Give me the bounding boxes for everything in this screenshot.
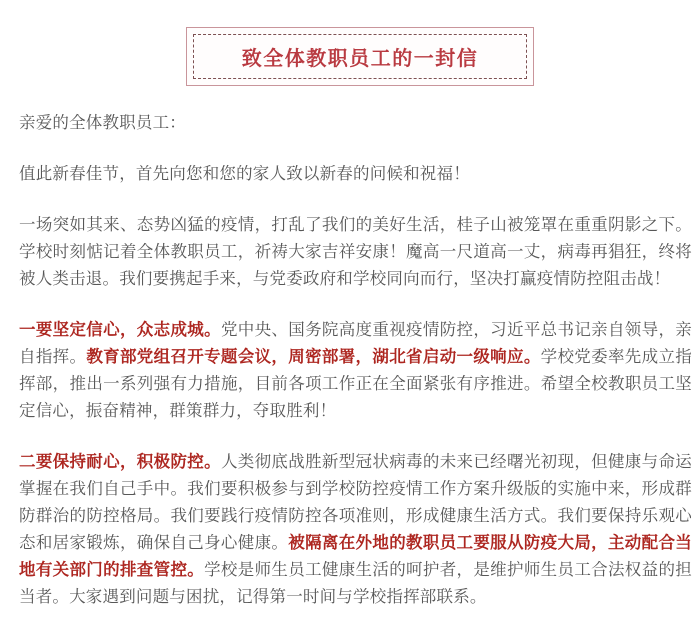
letter-body: [0, 110, 700, 611]
letter-paragraph: [19, 449, 692, 611]
text-segment: 学校是师生员工健康生活的呵护者，是维护师生员工合法权益的担当者。大家遇到问题与困扰，记得第一时间与学校指挥部联系。: [19, 561, 692, 606]
letter-paragraph: [19, 317, 692, 425]
text-segment: 党中央、国务院高度重视疫情防控，习近平总书记亲自领导，亲自指挥。: [19, 321, 692, 366]
letter-page: [0, 27, 700, 636]
emphasis-segment: 教育部党组召开专题会议，周密部署，湖北省启动一级响应。: [86, 348, 541, 366]
text-segment: 一场突如其来、态势凶猛的疫情，打乱了我们的美好生活，桂子山被笼罩在重重阴影之下。学校时刻惦记着全体教职员工，祈祷大家吉祥安康！魔高一尺道高一丈，病毒再猖狂，终将被人类击退。我们要携起手来，与党委政府和学校同向而行，坚决打赢疫情防控阻击战！: [19, 216, 692, 288]
emphasis-segment: 一要坚定信心，众志成城。: [19, 321, 221, 339]
letter-paragraph: [19, 212, 692, 293]
letter-title: 致全体教职员工的一封信: [241, 48, 479, 70]
letter-title-box: [186, 27, 534, 86]
letter-title-dashed-frame: [193, 34, 527, 79]
emphasis-segment: 二要保持耐心，积极防控。: [19, 453, 221, 471]
letter-paragraph: [19, 110, 692, 137]
letter-paragraph: [19, 161, 692, 188]
text-segment: 学校党委率先成立指挥部，推出一系列强有力措施，目前各项工作正在全面紧张有序推进。希望全校教职员工坚定信心，振奋精神，群策群力，夺取胜利！: [19, 348, 692, 420]
emphasis-segment: 被隔离在外地的教职员工要服从防疫大局，主动配合当地有关部门的排查管控。: [19, 534, 692, 579]
text-segment: 值此新春佳节，首先向您和您的家人致以新春的问候和祝福！: [19, 165, 470, 183]
text-segment: 亲爱的全体教职员工：: [19, 114, 186, 132]
text-segment: 人类彻底战胜新型冠状病毒的未来已经曙光初现，但健康与命运掌握在我们自己手中。我们要积极参与到学校防控疫情工作方案升级版的实施中来，形成群防群治的防控格局。我们要践行疫情防控各项准则，形成健康生活方式。我们要保持乐观心态和居家锻炼，确保自己身心健康。: [19, 453, 692, 552]
